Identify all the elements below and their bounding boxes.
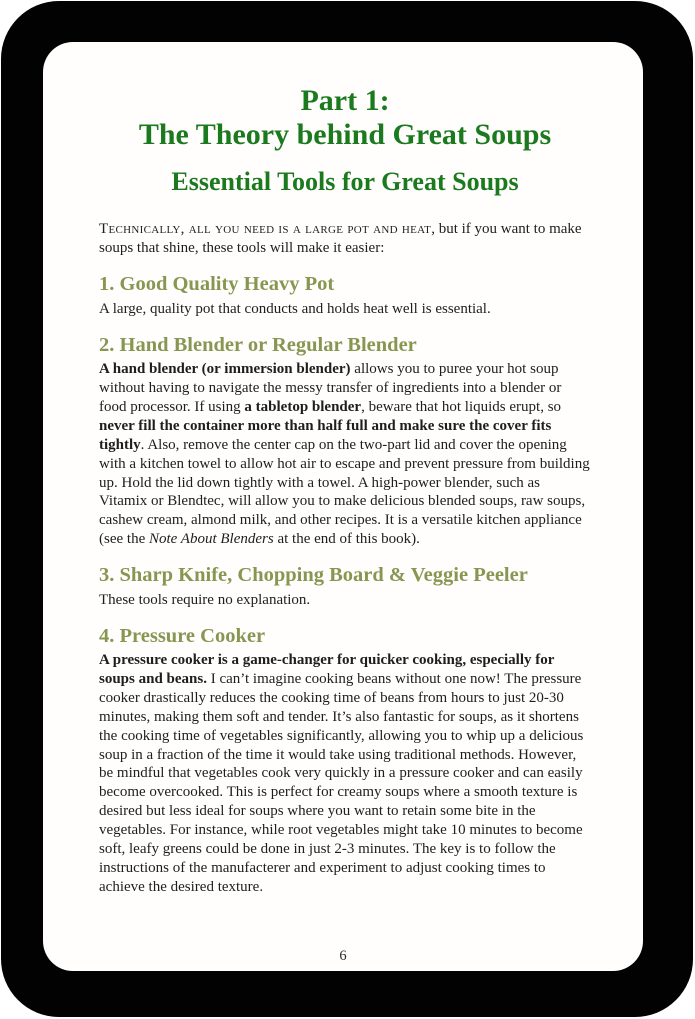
part-title-line1: Part 1: <box>300 84 390 117</box>
sections <box>99 273 591 897</box>
section-heading: 3. Sharp Knife, Chopping Board & Veggie Peeler <box>99 564 528 587</box>
section-heading: 1. Good Quality Heavy Pot <box>99 273 335 296</box>
page-content <box>43 42 643 971</box>
section-paragraph: A hand blender (or immersion blender) allows you to puree your hot soup without having to navigate the messy transfer of ingredients into a blender or food processor. If using a tabletop blender, beware that hot liquids erupt, so never fill the container more than half full and make sure the cover fits tightly. Also, remove the center cap on the two-part lid and cover the opening with a kitchen towel to allow hot air to escape and prevent pressure from building up. Hold the lid down tightly with a towel. A high-power blender, such as Vitamix or Blendtec, will allow you to make delicious blended soups, raw soups, cashew cream, almond milk, and other recipes. It is a versatile kitchen appliance (see the Note About Blenders at the end of this book). <box>99 361 590 548</box>
ereader-bezel <box>1 1 693 1017</box>
tool-section <box>99 625 591 897</box>
section-paragraph: A large, quality pot that conducts and holds heat well is essential. <box>99 300 491 317</box>
section-paragraph: These tools require no explanation. <box>99 591 311 608</box>
section-heading: 2. Hand Blender or Regular Blender <box>99 333 417 356</box>
chapter-subtitle: Essential Tools for Great Soups <box>171 166 519 196</box>
tool-section <box>99 273 591 318</box>
book-page <box>43 42 643 971</box>
tool-section <box>99 564 591 609</box>
tool-section <box>99 334 591 549</box>
section-heading: 4. Pressure Cooker <box>99 624 266 647</box>
page-number: 6 <box>339 948 347 964</box>
section-paragraph: A pressure cooker is a game-changer for quicker cooking, especially for soups and beans. I can’t imagine cooking beans without one now! The pressure cooker drastically reduces the cooking time of beans from hours to just 20-30 minutes, making them soft and tender. It’s also fantastic for soups, as it shortens the cooking time of vegetables significantly, allowing you to whip up a delicious soup in a fraction of the time it would take using traditional methods. However, be mindful that vegetables cook very quickly in a pressure cooker and can easily become overcooked. This is perfect for creamy soups where a smooth texture is desired but less ideal for soups where you want to retain some bite in the vegetables. For instance, while root vegetables might take 10 minutes to become soft, leafy greens could be done in just 2-3 minutes. The key is to follow the instructions of the manufacterer and experiment to adjust cooking times to achieve the desired texture. <box>99 652 584 895</box>
part-title <box>99 84 591 152</box>
intro-paragraph: Technically, all you need is a large pot and heat, but if you want to make soups that shine, these tools will make it easier: <box>99 221 582 257</box>
part-title-line2: The Theory behind Great Soups <box>138 117 552 151</box>
